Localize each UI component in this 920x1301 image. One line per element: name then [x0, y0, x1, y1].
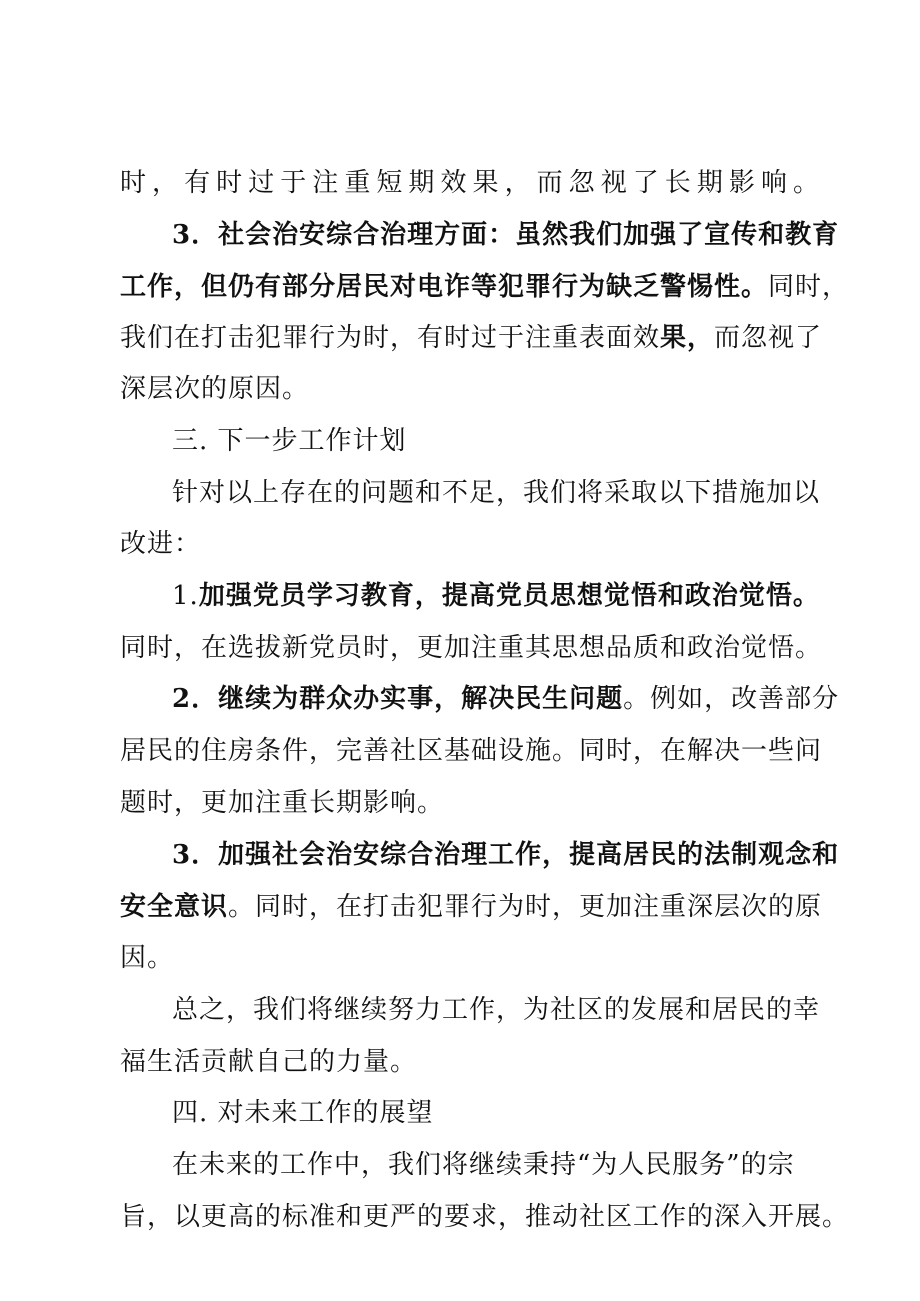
text-run: 在未来的工作中，我们将继续秉持“为人民服务”的宗	[172, 1150, 795, 1180]
paragraph-line	[120, 272, 850, 302]
paragraph-line	[120, 323, 823, 353]
paragraph-line	[172, 686, 872, 712]
text-run: 居民的住房条件，完善社区基础设施。同时，在解决一些问	[120, 736, 823, 766]
text-run: 加强党员学习教育，提高党员思想觉悟和政治觉悟。	[198, 581, 820, 611]
text-run: 同时，在选拔新党员时，更加注重其思想品质和政治觉悟。	[120, 633, 823, 663]
text-run: 。例如，改善部分	[623, 684, 840, 714]
paragraph-line	[172, 1152, 872, 1178]
paragraph-line	[120, 790, 820, 816]
text-run: 安全意识	[120, 892, 229, 922]
paragraph-line	[120, 170, 820, 196]
section-heading	[172, 428, 872, 454]
paragraph-line	[172, 583, 872, 609]
text-run: 改进：	[120, 529, 202, 559]
text-run: 1.	[172, 581, 199, 611]
text-run: 。同时，在打击犯罪行为时，更加注重深层次的原	[228, 892, 823, 922]
text-run: 时，有时过于注重短期效果，而忽视了长期影响。	[120, 168, 820, 198]
paragraph-line	[120, 736, 823, 766]
text-run: 因。	[120, 943, 175, 973]
text-run: 3．社会治安综合治理方面：虽然我们加强了宣传和教育	[172, 220, 840, 250]
text-run: 果，	[660, 323, 715, 353]
text-run: 2．继续为群众办实事，解决民生问题	[172, 684, 624, 714]
text-run: 我们在打击犯罪行为时，有时过于注重表面效	[120, 323, 661, 353]
paragraph-line	[120, 531, 820, 557]
section-heading	[172, 1100, 872, 1126]
paragraph-line	[120, 1049, 820, 1075]
paragraph-line	[172, 480, 872, 506]
paragraph-line	[172, 222, 872, 248]
text-run: 针对以上存在的问题和不足，我们将采取以下措施加以	[172, 478, 821, 508]
paragraph-line	[172, 997, 872, 1023]
text-run: 总之，我们将继续努力工作，为社区的发展和居民的幸	[172, 995, 821, 1025]
text-run: 同时，	[768, 272, 850, 302]
paragraph-line	[120, 892, 823, 922]
text-run: 而忽视了	[714, 323, 823, 353]
text-run: 四. 对未来工作的展望	[172, 1098, 434, 1128]
text-run: 旨，以更高的标准和更严的要求，推动社区工作的深入开展。	[120, 1202, 850, 1232]
paragraph-line	[120, 376, 820, 402]
text-run: 题时，更加注重长期影响。	[120, 788, 445, 818]
text-run: 深层次的原因。	[120, 374, 310, 404]
paragraph-line	[120, 945, 820, 971]
paragraph-line	[120, 1202, 850, 1232]
text-run: 3．加强社会治安综合治理工作，提高居民的法制观念和	[172, 840, 840, 870]
text-run: 三. 下一步工作计划	[172, 426, 407, 456]
paragraph-line	[120, 633, 823, 663]
paragraph-line	[172, 842, 872, 868]
text-run: 工作，但仍有部分居民对电诈等犯罪行为缺乏警惕性。	[120, 272, 769, 302]
text-run: 福生活贡献自己的力量。	[120, 1047, 418, 1077]
